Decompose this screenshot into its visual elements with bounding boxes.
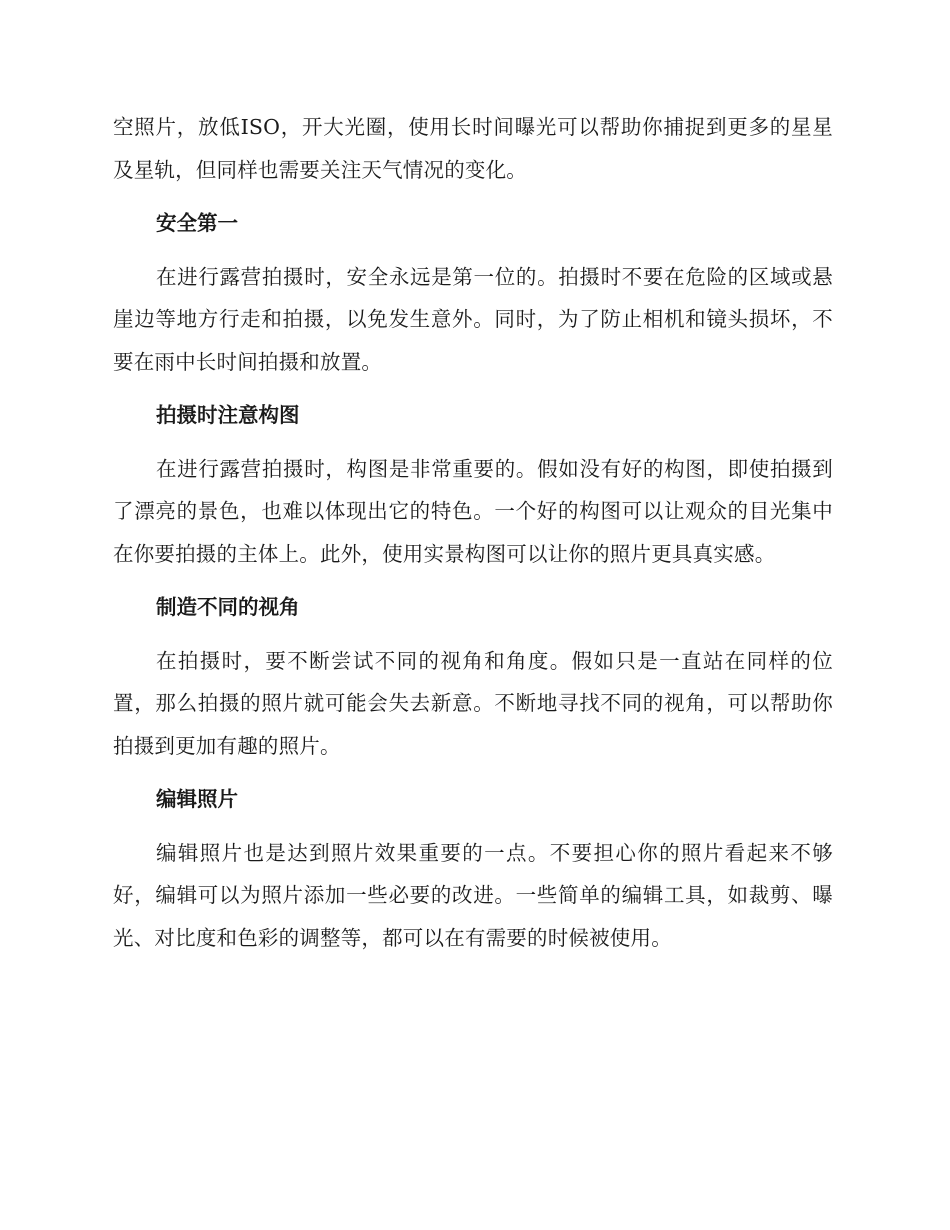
section-heading-safety: 安全第一 bbox=[156, 211, 238, 235]
document-page bbox=[113, 106, 833, 959]
section-body-safety: 在进行露营拍摄时，安全永远是第一位的。拍摄时不要在危险的区域或悬崖边等地方行走和拍摄，以免发生意外。同时，为了防止相机和镜头损坏，不要在雨中长时间拍摄和放置。 bbox=[113, 264, 833, 374]
intro-paragraph: 空照片，放低ISO，开大光圈，使用长时间曝光可以帮助你捕捉到更多的星星及星轨，但同样也需要关注天气情况的变化。 bbox=[113, 115, 833, 182]
section-body-perspective: 在拍摄时，要不断尝试不同的视角和角度。假如只是一直站在同样的位置，那么拍摄的照片就可能会失去新意。不断地寻找不同的视角，可以帮助你拍摄到更加有趣的照片。 bbox=[113, 648, 833, 758]
section-body-composition: 在进行露营拍摄时，构图是非常重要的。假如没有好的构图，即使拍摄到了漂亮的景色，也难以体现出它的特色。一个好的构图可以让观众的目光集中在你要拍摄的主体上。此外，使用实景构图可以让你的照片更具真实感。 bbox=[113, 456, 833, 566]
section-heading-editing: 编辑照片 bbox=[156, 787, 238, 811]
section-body-editing: 编辑照片也是达到照片效果重要的一点。不要担心你的照片看起来不够好，编辑可以为照片添加一些必要的改进。一些简单的编辑工具，如裁剪、曝光、对比度和色彩的调整等，都可以在有需要的时候被使用。 bbox=[113, 840, 833, 950]
section-heading-perspective: 制造不同的视角 bbox=[156, 595, 300, 619]
section-heading-composition: 拍摄时注意构图 bbox=[156, 403, 300, 427]
